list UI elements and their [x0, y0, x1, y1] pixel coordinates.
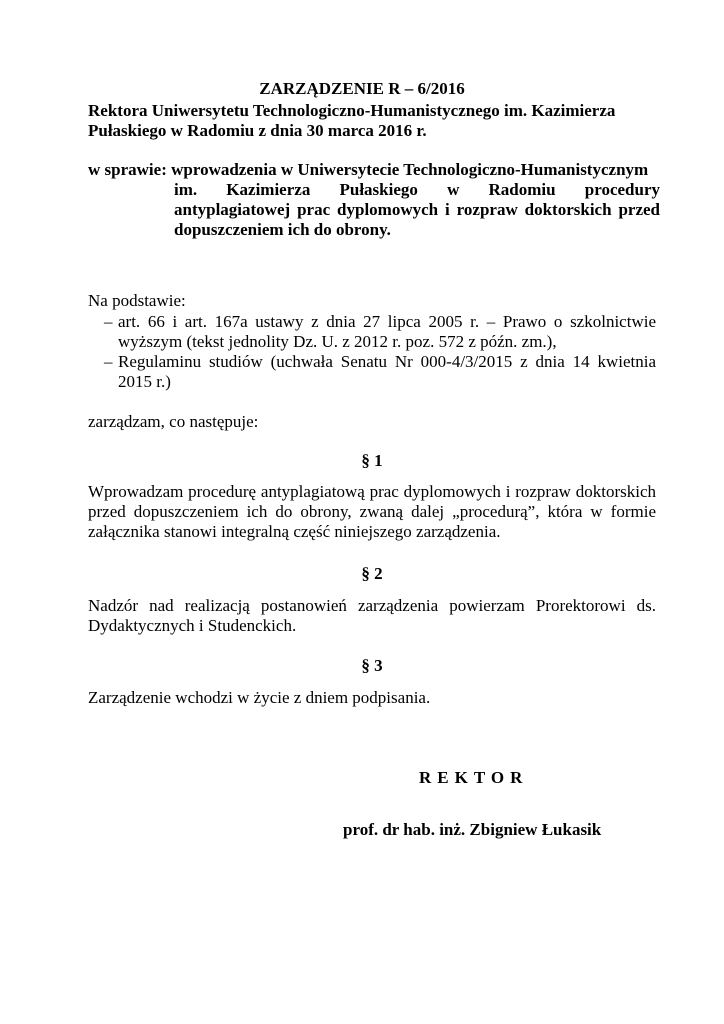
legal-basis-item [88, 352, 656, 392]
signature-name: prof. dr hab. inż. Zbigniew Łukasik [343, 820, 602, 839]
issuer-line-1: Rektora Uniwersytetu Technologiczno-Humanistycznego im. Kazimierza [88, 101, 616, 120]
legal-basis-label: Na podstawie: [88, 291, 186, 310]
dash-bullet-icon: – [104, 352, 113, 371]
paragraph-3-text: Zarządzenie wchodzi w życie z dniem podpisania. [88, 688, 431, 707]
signature-title: REKTOR [419, 768, 529, 787]
subject-line-4: dopuszczeniem ich do obrony. [174, 220, 391, 239]
document-subject [88, 160, 660, 240]
legal-basis-list [88, 312, 656, 392]
legal-basis-item [88, 312, 656, 352]
legal-basis-item-text: art. 66 i art. 167a ustawy z dnia 27 lipca 2005 r. – Prawo o szkolnictwie wyższym (tekst jednolity Dz. U. z 2012 r. poz. 572 z późn. zm.), [118, 312, 656, 351]
dash-bullet-icon: – [104, 312, 113, 331]
subject-line-2: im. Kazimierza Pułaskiego w Radomiu procedury [174, 180, 660, 199]
document-issuer [88, 101, 648, 141]
paragraph-2-text: Nadzór nad realizacją postanowień zarządzenia powierzam Prorektorowi ds. Dydaktycznych i Studenckich. [88, 596, 656, 635]
document-title: ZARZĄDZENIE R – 6/2016 [259, 79, 465, 98]
paragraph-2-sign: § 2 [361, 564, 383, 583]
ordain-phrase: zarządzam, co następuje: [88, 412, 259, 431]
subject-line-1: w sprawie: wprowadzenia w Uniwersytecie Technologiczno-Humanistycznym [88, 160, 649, 179]
subject-line-3: antyplagiatowej prac dyplomowych i rozpraw doktorskich przed [174, 200, 660, 219]
legal-basis-item-text: Regulaminu studiów (uchwała Senatu Nr 000-4/3/2015 z dnia 14 kwietnia 2015 r.) [118, 352, 656, 391]
paragraph-1-text: Wprowadzam procedurę antyplagiatową prac dyplomowych i rozpraw doktorskich przed dopuszczeniem ich do obrony, zwaną dalej „procedurą”, która w formie załącznika stanowi integralną część niniejszego zarządzenia. [88, 482, 656, 541]
paragraph-3-sign: § 3 [361, 656, 383, 675]
paragraph-1-sign: § 1 [361, 451, 383, 470]
issuer-line-2: Pułaskiego w Radomiu z dnia 30 marca 2016 r. [88, 121, 427, 140]
